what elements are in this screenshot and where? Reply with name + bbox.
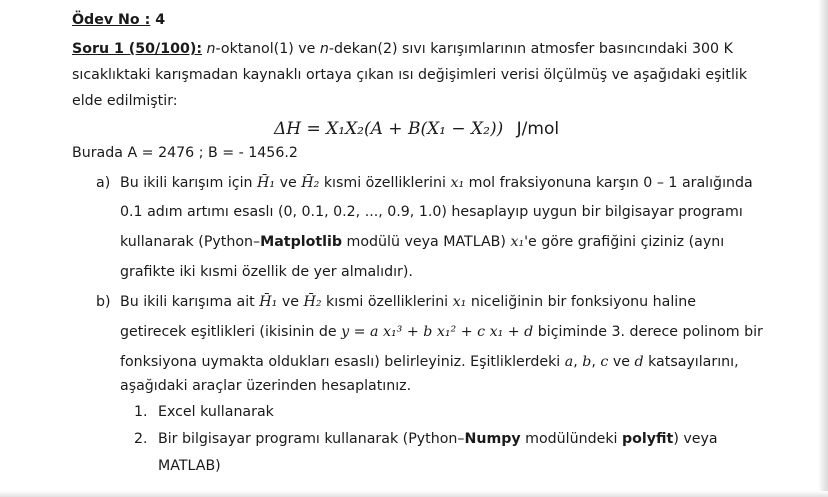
part-a-text-1: Bu ikili karışım için [120,175,253,191]
n-prefix-1: n [206,41,216,57]
part-b-line-3: fonksiyona uymakta oldukları esaslı) belirleyiniz. Eşitliklerdeki a, b, c ve d katsayılarını, [120,354,739,370]
x1-symbol-2: x₁ [510,234,525,250]
part-b-line-2 [120,323,763,341]
part-a-text-2: kısmi özelliklerini [323,175,446,191]
part-b-text-4: getirecek eşitlikleri (ikisinin de [120,324,337,340]
part-a-text-3: mol fraksiyonuna karşın 0 – 1 aralığında [468,175,753,191]
n-prefix-2: n [319,41,329,57]
question-intro-line-3: elde edilmiştir: [72,93,178,109]
item-2-text-b: modülündeki [525,431,618,447]
page-bottom-shadow [0,491,828,497]
constants-line: Burada A = 2476 ; B = - 1456.2 [72,145,298,161]
formula-expression: ΔH = X₁X₂(A + B(X₁ − X₂)) [274,119,504,139]
part-a-marker: a) [96,175,111,191]
part-a-line-2: 0.1 adım artımı esaslı (0, 0.1, 0.2, ..., 0.9, 1.0) hesaplayıp uygun bir bilgisayar programı [120,204,743,220]
formula-unit: J/mol [516,119,560,139]
page-edge-shadow [818,0,828,497]
part-b-text-7: katsayılarını, [648,354,739,370]
polyfit-bold: polyfit [622,431,674,447]
part-b-text-2: kısmi özelliklerini [326,294,449,310]
part-a-line-4: grafikte iki kısmi özellik de yer almalıdır). [120,264,413,280]
question-intro-line-2: sıcaklıktaki karışmadan kaynaklı ortaya çıkan ısı değişimleri verisi ölçülmüş ve aşağıdaki eşitlik [72,67,748,83]
part-b-text-1: Bu ikili karışıma ait [120,294,255,310]
part-b-marker: b) [96,294,111,310]
item-2-text-c: ) veya [673,431,718,447]
part-b-text-5: biçiminde 3. derece polinom bir [537,324,763,340]
x1-symbol: x₁ [450,175,465,191]
coef-b: b [582,354,592,370]
coef-d: d [634,354,644,370]
item-2-number: 2. [134,431,148,447]
item-2-line-2: MATLAB) [158,458,221,474]
item-1-text: Excel kullanarak [158,404,274,420]
partial-h2-symbol-b: H̄₂ [303,294,322,310]
x1-symbol-b: x₁ [452,294,467,310]
coef-c: c [600,354,609,370]
intro-text-2: -dekan(2) sıvı karışımlarının atmosfer basıncındaki 300 K [328,41,733,57]
part-a-text-6: 'e göre grafiğini çiziniz (aynı [524,234,725,250]
part-b-line-1 [120,293,696,311]
homework-number: 4 [155,12,166,28]
question-intro-line-1 [72,40,776,58]
part-b-line-4: aşağıdaki araçlar üzerinden hesaplatınız. [120,378,412,394]
partial-h1-symbol-b: H̄₁ [259,294,278,310]
homework-title [72,11,165,29]
item-2-line-1 [158,430,718,448]
partial-h2-symbol: H̄₂ [301,175,320,191]
part-a-line-3 [120,233,724,251]
part-b-text-6: fonksiyona uymakta oldukları esaslı) belirleyiniz. Eşitliklerdeki [120,354,561,370]
homework-title-label: Ödev No : [72,12,151,28]
part-b-text-3: niceliğinin bir fonksiyonu haline [470,294,696,310]
part-a-ve: ve [279,175,297,191]
polynomial-formula: y = a x₁³ + b x₁² + c x₁ + d [341,324,534,340]
intro-text-1: -oktanol(1) ve [215,41,320,57]
numpy-bold: Numpy [464,431,521,447]
part-a-text-4: kullanarak (Python– [120,234,261,250]
part-a-line-1 [120,174,753,192]
question-label: Soru 1 (50/100): [72,41,202,57]
coef-a: a [564,354,574,370]
part-b-ve: ve [281,294,299,310]
enthalpy-formula [274,120,559,138]
partial-h1-symbol: H̄₁ [257,175,276,191]
item-1-number: 1. [134,404,148,420]
part-a-text-5: modülü veya MATLAB) [346,234,506,250]
item-2-text-a: Bir bilgisayar programı kullanarak (Python– [158,431,465,447]
matplotlib-bold: Matplotlib [260,234,343,250]
